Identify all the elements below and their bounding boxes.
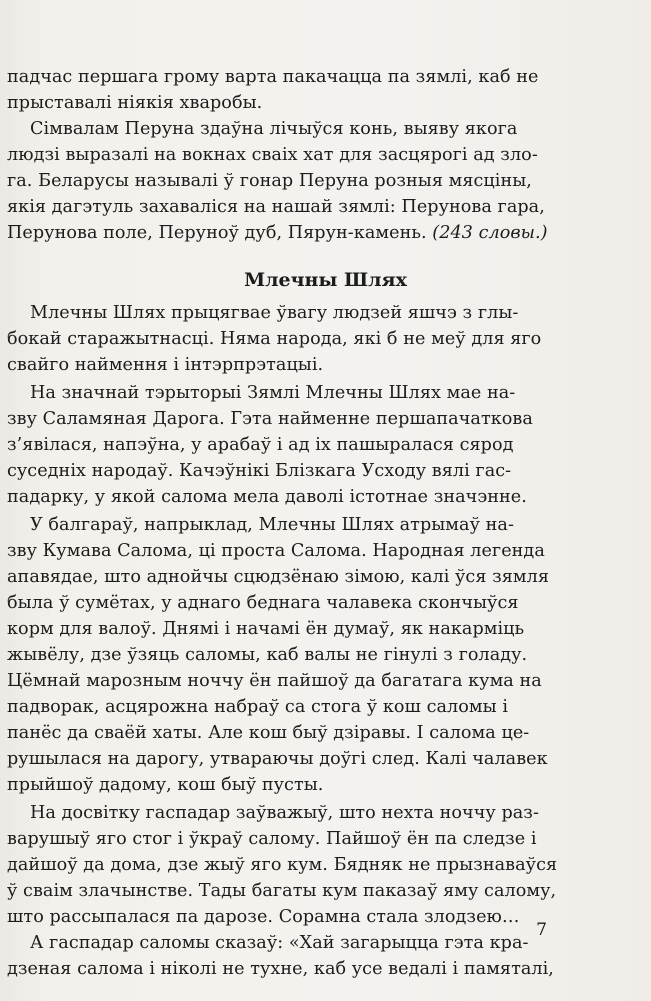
text-line: У балгараў, напрыклад, Млечны Шлях атрымаў на- bbox=[30, 515, 514, 535]
text-line: зву Кумава Салома, ці проста Салома. Народная легенда bbox=[7, 541, 545, 561]
text-line: што рассыпалася па дарозе. Сорамна стала злодзею… bbox=[7, 907, 520, 927]
text-line: Цёмнай марозным ноччу ён пайшоў да багатага кума на bbox=[7, 671, 542, 691]
text-line: На значнай тэрыторыі Зямлі Млечны Шлях мае на- bbox=[30, 383, 516, 403]
text-line: бокай старажытнасці. Няма народа, які б не меў для яго bbox=[7, 329, 542, 349]
text-line: якія дагэтуль захаваліся на нашай зямлі: Перунова гара, bbox=[7, 197, 545, 217]
text-line: Перунова поле, Перуноў дуб, Пярун-камень. bbox=[7, 223, 427, 243]
text-line: корм для валоў. Днямі і начамі ён думаў, як накарміць bbox=[7, 619, 525, 639]
text-line: зву Саламяная Дарога. Гэта найменне першапачаткова bbox=[7, 409, 533, 429]
text-line: прыставалі ніякія хваробы. bbox=[7, 93, 263, 113]
text-line: Млечны Шлях прыцягвае ўвагу людзей яшчэ з глы- bbox=[30, 303, 519, 323]
text-line: людзі выразалі на вокнах сваіх хат для засцярогі ад зло- bbox=[7, 145, 538, 165]
section-heading: Млечны Шлях bbox=[244, 269, 407, 291]
page-number: 7 bbox=[536, 920, 547, 940]
text-line: Сімвалам Перуна здаўна лічыўся конь, выяву якога bbox=[30, 119, 518, 139]
text-line: ў сваім злачынстве. Тады багаты кум паказаў яму салому, bbox=[7, 881, 557, 901]
word-count: (243 словы.) bbox=[432, 223, 548, 243]
text-line: падчас першага грому варта пакачацца па зямлі, каб не bbox=[7, 67, 539, 87]
text-line: была ў сумётах, у аднаго беднага чалавека скончыўся bbox=[7, 593, 519, 613]
text-line: варушыў яго стог і ўкраў салому. Пайшоў ён па следзе і bbox=[7, 829, 537, 849]
text-line: свайго наймення і інтэрпрэтацыі. bbox=[7, 355, 324, 375]
text-line: з’явілася, напэўна, у арабаў і ад іх пашыралася сярод bbox=[7, 435, 514, 455]
text-line: прыйшоў дадому, кош быў пусты. bbox=[7, 775, 324, 795]
text-line-with-count bbox=[7, 220, 548, 246]
text-line: суседніх народаў. Качэўнікі Блізкага Усходу вялі гас- bbox=[7, 461, 512, 481]
text-line: А гаспадар саломы сказаў: «Хай загарыцца гэта кра- bbox=[30, 933, 529, 953]
text-line: дзеная салома і ніколі не тухне, каб усе ведалі і памяталі, bbox=[7, 959, 554, 979]
text-line: га. Беларусы называлі ў гонар Перуна розныя мясціны, bbox=[7, 171, 532, 191]
text-line: дайшоў да дома, дзе жыў яго кум. Бядняк не прызнаваўся bbox=[7, 855, 558, 875]
text-line: падворак, асцярожна набраў са стога ў кош саломы і bbox=[7, 697, 509, 717]
text-line: рушылася на дарогу, утвараючы доўгі след. Калі чалавек bbox=[7, 749, 548, 769]
text-line: апавядае, што аднойчы сцюдзёнаю зімою, калі ўся зямля bbox=[7, 567, 550, 587]
text-line: На досвітку гаспадар заўважыў, што нехта ноччу раз- bbox=[30, 803, 539, 823]
text-line: жывёлу, дзе ўзяць саломы, каб валы не гінулі з голаду. bbox=[7, 645, 528, 665]
text-line: падарку, у якой салома мела даволі істотнае значэнне. bbox=[7, 487, 527, 507]
text-line: панёс да сваёй хаты. Але кош быў дзіравы. І салома це- bbox=[7, 723, 530, 743]
